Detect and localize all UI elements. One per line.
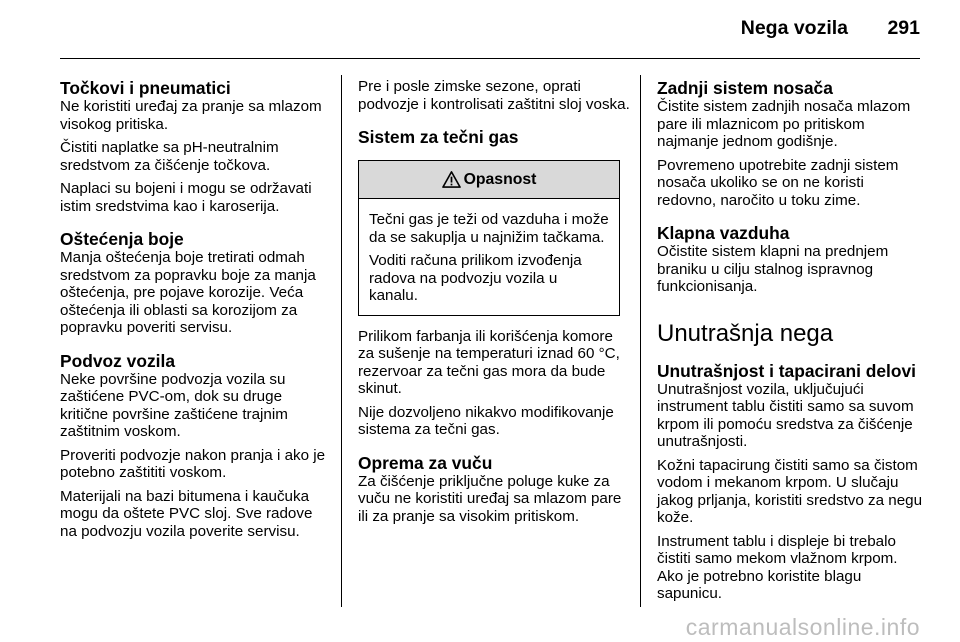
page-header (741, 17, 920, 40)
paragraph: Materijali na bazi bitumena i kaučuka mogu da oštete PVC sloj. Sve radove na podvozju vozila poverite servisu. (60, 487, 313, 540)
heading-air-flap: Klapna vazduha (657, 223, 790, 243)
column-3 (657, 78, 927, 609)
paragraph: Proveriti podvozje nakon pranja i ako je potebno zaštititi voskom. (60, 446, 326, 481)
heading-towing-equipment: Oprema za vuču (358, 452, 493, 473)
paragraph: Povremeno upotrebite zadnji sistem nosača ukoliko se on ne koristi redovno, naročito u toku zime. (657, 156, 899, 209)
paragraph: Ne koristiti uređaj za pranje sa mlazom visokog pritiska. (60, 98, 322, 133)
paragraph: Instrument tablu i displeje bi trebalo čistiti samo mekom vlažnom krpom. Ako je potrebno koristite blagu sapunicu. (657, 532, 898, 602)
warning-body (359, 199, 619, 315)
heading-rear-carrier: Zadnji sistem nosača (657, 78, 833, 98)
paragraph: Očistite sistem klapni na prednjem braniku u cilju stalnog ispravnog funkcionisanja. (657, 243, 889, 295)
header-rule (60, 58, 920, 59)
paragraph: Za čišćenje priključne poluge kuke za vuču ne koristiti uređaj sa mlazom pare ili za pranje sa visokim pritiskom. (358, 472, 622, 525)
paragraph: Prilikom farbanja ili korišćenja komore za sušenje na temperaturi iznad 60 °C, rezervoar za tečni gas mora da bude skinut. (358, 327, 620, 397)
column-divider-2 (640, 75, 641, 607)
paragraph: Naplaci su bojeni i mogu se održavati istim sredstvima kao i karoserija. (60, 180, 312, 215)
heading-paint-damage: Oštećenja boje (60, 229, 184, 249)
column-1 (60, 78, 330, 546)
column-2 (358, 78, 630, 531)
heading-lpg-system: Sistem za tečni gas (358, 127, 519, 147)
page-number: 291 (887, 17, 920, 39)
warning-header (359, 161, 619, 199)
watermark: carmanualsonline.info (685, 614, 920, 640)
paragraph: Čistite sistem zadnjih nosača mlazom pare ili mlaznicom po pritiskom najmanje jednom godišnje. (657, 98, 911, 150)
paragraph: Nije dozvoljeno nikakvo modifikovanje sistema za tečni gas. (358, 403, 614, 438)
warning-paragraph: Voditi računa prilikom izvođenja radova na podvozju vozila u kanalu. (369, 252, 582, 304)
heading-interior-upholstery: Unutrašnjost i tapacirani delovi (657, 360, 916, 381)
paragraph: Pre i posle zimske sezone, oprati podvozje i kontrolisati zaštitni sloj voska. (358, 78, 630, 113)
header-title: Nega vozila (740, 17, 849, 39)
warning-box (358, 160, 620, 316)
warning-paragraph: Tečni gas je teži od vazduha i može da se sakuplja u najnižim tačkama. (369, 211, 609, 246)
paragraph: Čistiti naplatke sa pH-neutralnim sredstvom za čišćenje točkova. (60, 139, 279, 174)
warning-title: Opasnost (463, 170, 537, 188)
paragraph: Neke površine podvozja vozila su zaštićene PVC-om, dok su druge kritične površine zaštićene trajnim zaštitnim voskom. (60, 370, 288, 440)
column-divider-1 (341, 75, 342, 607)
paragraph: Kožni tapacirung čistiti samo sa čistom vodom i mekanom krpom. U slučaju jakog prljanja, koristiti sredstvo za negu kože. (657, 456, 923, 526)
paragraph: Unutrašnjost vozila, uključujući instrument tablu čistiti samo sa suvom krpom ili pomoću sredstva za čišćenje unutrašnjosti. (657, 380, 914, 450)
heading-wheels-tires: Točkovi i pneumatici (60, 78, 231, 98)
warning-triangle-icon (442, 170, 461, 189)
heading-underbody: Podvoz vozila (60, 350, 175, 371)
chapter-title: Unutrašnja nega (657, 319, 834, 347)
paragraph: Manja oštećenja boje tretirati odmah sredstvom za popravku boje za manja oštećenja, pre pojave korozije. Veća oštećenja ili oblasti sa korozijom za popravku poveriti servisu. (60, 249, 316, 336)
